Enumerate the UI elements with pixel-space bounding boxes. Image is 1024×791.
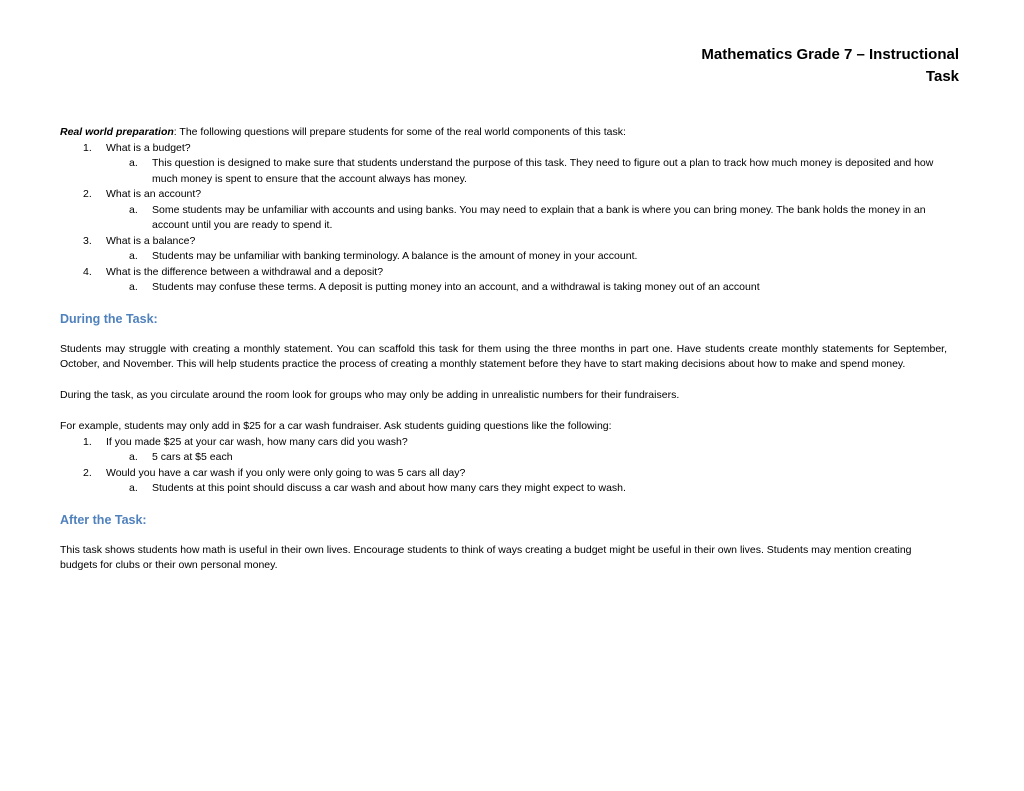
- question-text: What is an account?: [106, 188, 202, 200]
- preparation-question-list: [60, 141, 947, 296]
- sub-item-letter: a.: [129, 482, 138, 494]
- sub-item-letter: a.: [129, 203, 138, 216]
- question-item: [60, 141, 947, 188]
- question-item: [60, 234, 947, 265]
- after-paragraph-1: This task shows students how math is useful in their own lives. Encourage students to think of ways creating a budget might be useful in their own lives. Students may mention creating budgets for clubs or their own personal money.: [60, 543, 912, 571]
- question-sub-item: [106, 156, 947, 187]
- question-sub-item: [106, 203, 947, 234]
- guiding-question-item: [60, 466, 947, 497]
- guiding-question-list: [60, 435, 947, 497]
- question-text: If you made $25 at your car wash, how many cars did you wash?: [106, 435, 408, 448]
- question-text: What is the difference between a withdrawal and a deposit?: [106, 265, 384, 278]
- document-content: [60, 125, 947, 574]
- question-item: [60, 265, 947, 296]
- paragraph-spacer: [60, 373, 947, 389]
- question-sub-item: [106, 280, 947, 296]
- after-task-heading: After the Task:: [60, 512, 147, 527]
- sub-item-letter: a.: [129, 157, 138, 169]
- question-text: What is a balance?: [106, 234, 196, 247]
- sub-item-text: 5 cars at $5 each: [152, 451, 233, 463]
- question-text: What is a budget?: [106, 141, 191, 154]
- sub-item-letter: a.: [129, 250, 138, 262]
- sub-item-text: This question is designed to make sure that students understand the purpose of this task. They need to figure out a plan to track how much money is deposited and how much money is spent to ensure that the account always has money.: [152, 157, 934, 185]
- page-header-title: [639, 44, 959, 88]
- intro-label: Real world preparation: [60, 126, 174, 138]
- intro-paragraph: [60, 125, 947, 141]
- question-number: 2.: [83, 466, 92, 479]
- question-number: 1.: [83, 435, 92, 448]
- sub-item-letter: a.: [129, 281, 138, 293]
- paragraph-spacer: [60, 404, 947, 420]
- guiding-question-item: [60, 435, 947, 466]
- sub-item-text: Students may confuse these terms. A deposit is putting money into an account, and a withdrawal is taking money out of an account: [152, 281, 760, 293]
- sub-item-letter: a.: [129, 451, 138, 463]
- question-number: 2.: [83, 188, 92, 200]
- question-number: 1.: [83, 141, 92, 154]
- intro-text: : The following questions will prepare students for some of the real world components of this task:: [173, 126, 626, 138]
- question-item: [60, 187, 947, 234]
- during-task-heading: During the Task:: [60, 311, 158, 326]
- question-sub-item: [106, 450, 947, 466]
- header-title-line-1: Mathematics Grade 7 – Instructional: [701, 46, 959, 63]
- question-text: Would you have a car wash if you only were only going to was 5 cars all day?: [106, 466, 466, 479]
- question-sub-item: [106, 481, 947, 497]
- during-paragraph-3: For example, students may only add in $25 for a car wash fundraiser. Ask students guiding questions like the following:: [60, 420, 612, 432]
- question-number: 3.: [83, 234, 92, 247]
- sub-item-text: Students at this point should discuss a car wash and about how many cars they might expect to wash.: [152, 482, 626, 494]
- sub-item-text: Some students may be unfamiliar with accounts and using banks. You may need to explain that a bank is where you can bring money. The bank holds the money in an account until you are ready to spend it.: [152, 203, 926, 231]
- question-number: 4.: [83, 265, 92, 278]
- question-sub-item: [106, 249, 947, 265]
- during-paragraph-1: Students may struggle with creating a monthly statement. You can scaffold this task for them using the three months in part one. Have students create monthly statements for September, October, and November. This will help students practice the process of creating a monthly statement before they have to start making decisions about how to make and spend money.: [60, 342, 947, 370]
- sub-item-text: Students may be unfamiliar with banking terminology. A balance is the amount of money in your account.: [152, 250, 638, 262]
- during-paragraph-2: During the task, as you circulate around the room look for groups who may only be adding in unrealistic numbers for their fundraisers.: [60, 389, 680, 401]
- header-title-line-2: Task: [925, 68, 959, 85]
